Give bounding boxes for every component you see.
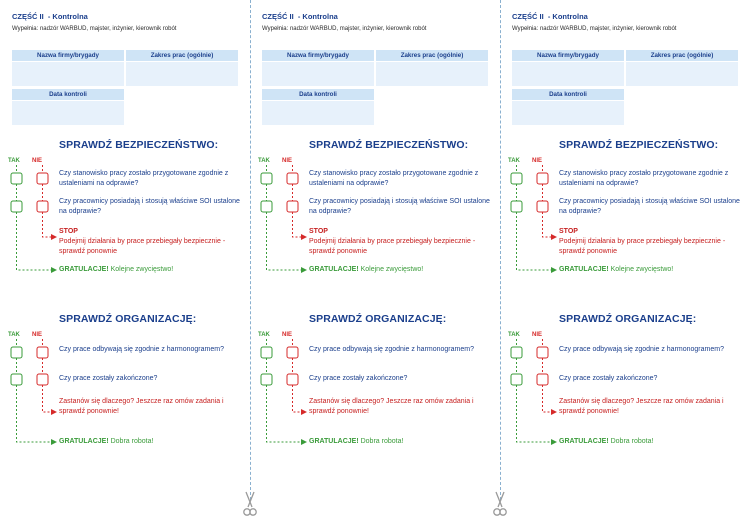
scissors-icon: [493, 490, 507, 520]
checkbox-no-icon: [537, 173, 548, 184]
organization-question-1: Czy prace odbywają się zgodnie z harmonogramem?: [309, 346, 474, 353]
retry-text: Zastanów się dlaczego? Jeszcze raz omów zadania i sprawdź ponownie!: [559, 398, 724, 415]
scope-header: Zakres prac (ogólnie): [626, 50, 738, 61]
organization-title: SPRAWDŹ ORGANIZACJĘ:: [59, 313, 197, 325]
organization-question-2: Czy prace zostały zakończone?: [559, 375, 658, 382]
congrats-arrow: [17, 385, 57, 442]
scissors-icon: [243, 490, 257, 520]
safety-question-2: Czy pracownicy posiadają i stosują właściwe SOI ustalone na odprawie?: [309, 198, 490, 215]
yes-label: TAK: [508, 332, 520, 338]
organization-title: SPRAWDŹ ORGANIZACJĘ:: [309, 313, 447, 325]
stop-arrow: [543, 212, 557, 237]
stop-text: Podejmij działania by prace przebiegały bezpiecznie - sprawdź ponownie: [59, 238, 226, 255]
organization-title: SPRAWDŹ ORGANIZACJĘ:: [559, 313, 697, 325]
yes-label: TAK: [258, 332, 270, 338]
congrats-arrow: [267, 385, 307, 442]
retry-arrow: [543, 385, 557, 412]
organization-question-1: Czy prace odbywają się zgodnie z harmonogramem?: [59, 346, 224, 353]
retry-text: Zastanów się dlaczego? Jeszcze raz omów zadania i sprawdź ponownie!: [309, 398, 474, 415]
checklist-card: [0, 0, 249, 530]
congrats-arrow: [517, 385, 557, 442]
company-header: Nazwa firmy/brygady: [12, 50, 124, 61]
organization-congrats: GRATULACJE! Dobra robota!: [59, 438, 154, 445]
date-header: Data kontroli: [512, 89, 624, 100]
safety-congrats: GRATULACJE! Kolejne zwycięstwo!: [559, 266, 674, 273]
stop-title: STOP: [309, 228, 328, 235]
checkbox-yes-icon: [11, 201, 22, 212]
stop-arrow: [293, 212, 307, 237]
congrats-arrow: [517, 212, 557, 270]
checkbox-no-icon: [537, 347, 548, 358]
checkbox-yes-icon: [511, 173, 522, 184]
checkbox-yes-icon: [261, 173, 272, 184]
checkbox-yes-icon: [511, 347, 522, 358]
organization-congrats: GRATULACJE! Dobra robota!: [559, 438, 654, 445]
part-heading: CZĘŚĆ II - Kontrolna: [262, 12, 338, 21]
checkbox-no-icon: [37, 374, 48, 385]
checkbox-yes-icon: [11, 347, 22, 358]
safety-question-1: Czy stanowisko pracy zostało przygotowane zgodnie z ustaleniami na odprawie?: [59, 170, 229, 187]
organization-question-1: Czy prace odbywają się zgodnie z harmonogramem?: [559, 346, 724, 353]
checkbox-no-icon: [287, 173, 298, 184]
date-header: Data kontroli: [12, 89, 124, 100]
checkbox-yes-icon: [511, 374, 522, 385]
checkbox-no-icon: [537, 374, 548, 385]
company-header: Nazwa firmy/brygady: [512, 50, 624, 61]
stop-arrow: [43, 212, 57, 237]
safety-title: SPRAWDŹ BEZPIECZEŃSTWO:: [59, 139, 219, 151]
no-label: NIE: [32, 158, 43, 164]
checkbox-yes-icon: [261, 347, 272, 358]
checkbox-no-icon: [287, 347, 298, 358]
yes-label: TAK: [508, 158, 520, 164]
stop-text: Podejmij działania by prace przebiegały bezpiecznie - sprawdź ponownie: [309, 238, 476, 255]
no-label: NIE: [532, 332, 543, 338]
stop-title: STOP: [59, 228, 78, 235]
no-label: NIE: [282, 158, 293, 164]
organization-question-2: Czy prace zostały zakończone?: [309, 375, 408, 382]
safety-question-2: Czy pracownicy posiadają i stosują właściwe SOI ustalone na odprawie?: [559, 198, 740, 215]
organization-congrats: GRATULACJE! Dobra robota!: [309, 438, 404, 445]
checkbox-no-icon: [287, 374, 298, 385]
safety-question-2: Czy pracownicy posiadają i stosują właściwe SOI ustalone na odprawie?: [59, 198, 240, 215]
checkbox-yes-icon: [511, 201, 522, 212]
checkbox-no-icon: [37, 173, 48, 184]
checkbox-no-icon: [37, 347, 48, 358]
checkbox-no-icon: [287, 201, 298, 212]
checkbox-yes-icon: [261, 201, 272, 212]
safety-title: SPRAWDŹ BEZPIECZEŃSTWO:: [559, 139, 719, 151]
no-label: NIE: [32, 332, 43, 338]
scope-header: Zakres prac (ogólnie): [376, 50, 488, 61]
no-label: NIE: [282, 332, 293, 338]
safety-congrats: GRATULACJE! Kolejne zwycięstwo!: [309, 266, 424, 273]
fill-by-line: Wypełnia: nadzór WARBUD, majster, inżynier, kierownik robót: [512, 26, 677, 32]
stop-text: Podejmij działania by prace przebiegały bezpiecznie - sprawdź ponownie: [559, 238, 726, 255]
flow-arrows: [500, 0, 749, 460]
safety-question-1: Czy stanowisko pracy zostało przygotowane zgodnie z ustaleniami na odprawie?: [559, 170, 729, 187]
cut-line: [250, 0, 251, 500]
retry-text: Zastanów się dlaczego? Jeszcze raz omów zadania i sprawdź ponownie!: [59, 398, 224, 415]
scope-header: Zakres prac (ogólnie): [126, 50, 238, 61]
retry-arrow: [43, 385, 57, 412]
fill-by-line: Wypełnia: nadzór WARBUD, majster, inżynier, kierownik robót: [262, 26, 427, 32]
flow-arrows: [250, 0, 499, 460]
safety-question-1: Czy stanowisko pracy zostało przygotowane zgodnie z ustaleniami na odprawie?: [309, 170, 479, 187]
no-label: NIE: [532, 158, 543, 164]
checklist-card: [250, 0, 499, 530]
yes-label: TAK: [8, 332, 20, 338]
stop-title: STOP: [559, 228, 578, 235]
safety-title: SPRAWDŹ BEZPIECZEŃSTWO:: [309, 139, 469, 151]
congrats-arrow: [17, 212, 57, 270]
congrats-arrow: [267, 212, 307, 270]
checklist-card: [500, 0, 749, 530]
yes-label: TAK: [258, 158, 270, 164]
cut-line: [500, 0, 501, 500]
fill-by-line: Wypełnia: nadzór WARBUD, majster, inżynier, kierownik robót: [12, 26, 177, 32]
checkbox-no-icon: [537, 201, 548, 212]
checkbox-yes-icon: [11, 173, 22, 184]
flow-arrows: [0, 0, 249, 460]
part-heading: CZĘŚĆ II - Kontrolna: [512, 12, 588, 21]
part-heading: CZĘŚĆ II - Kontrolna: [12, 12, 88, 21]
yes-label: TAK: [8, 158, 20, 164]
checkbox-yes-icon: [261, 374, 272, 385]
organization-question-2: Czy prace zostały zakończone?: [59, 375, 158, 382]
checkbox-no-icon: [37, 201, 48, 212]
safety-congrats: GRATULACJE! Kolejne zwycięstwo!: [59, 266, 174, 273]
company-header: Nazwa firmy/brygady: [262, 50, 374, 61]
date-header: Data kontroli: [262, 89, 374, 100]
checkbox-yes-icon: [11, 374, 22, 385]
retry-arrow: [293, 385, 307, 412]
